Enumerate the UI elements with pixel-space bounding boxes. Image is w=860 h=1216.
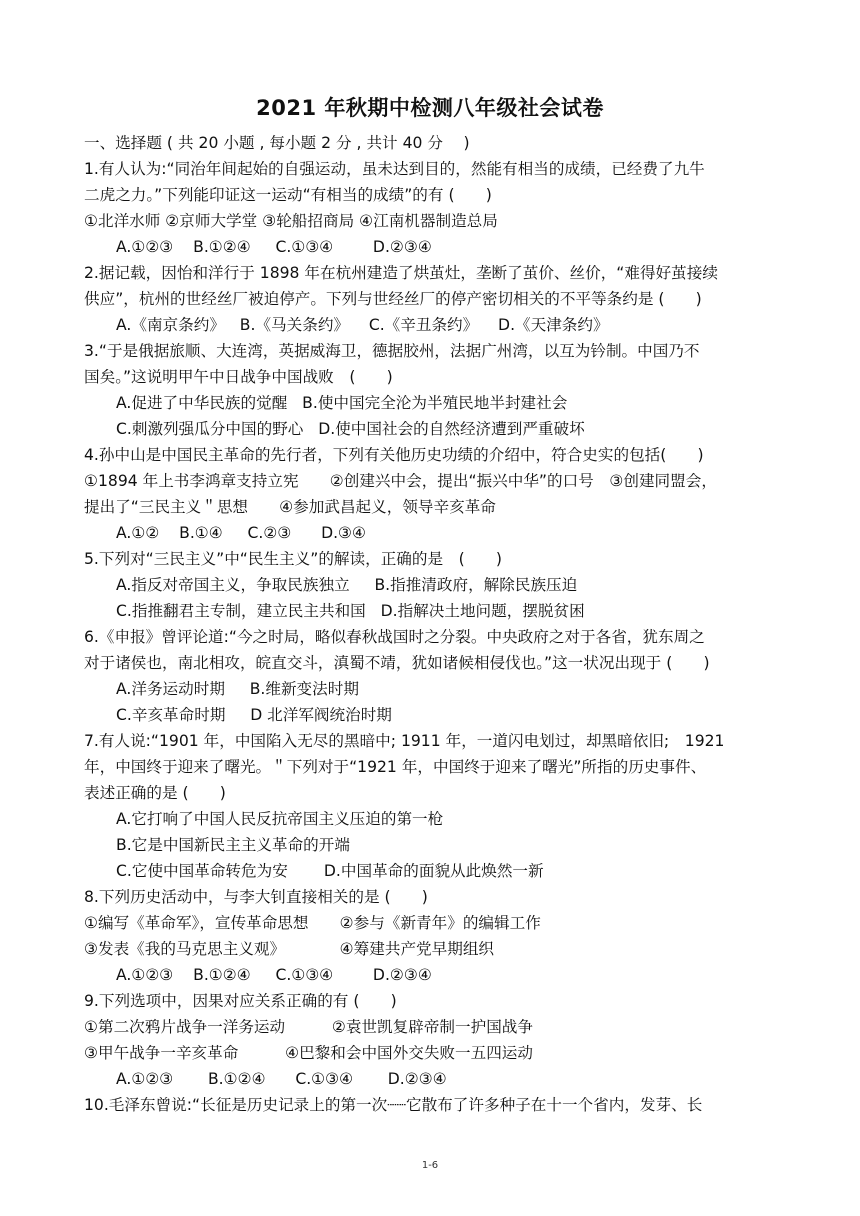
question-text-line: 9.下列选项中，因果对应关系正确的有 ( ) bbox=[84, 992, 397, 1010]
answer-options-line: A.促进了中华民族的觉醒 B.使中国完全沦为半殖民地半封建社会 bbox=[116, 394, 568, 412]
answer-options-line: A.《南京条约》 B.《马关条约》 C.《辛丑条约》 D.《天津条约》 bbox=[116, 316, 609, 334]
question-text-line: 4.孙中山是中国民主革命的先行者，下列有关他历史功绩的介绍中，符合史实的包括( ) bbox=[84, 446, 704, 464]
question-text-line: ③甲午战争一辛亥革命 ④巴黎和会中国外交失败一五四运动 bbox=[84, 1044, 533, 1062]
question-text-line: 3.“于是俄据旅顺、大连湾，英据威海卫，德据胶州，法据广州湾，以互为钤制。中国乃不 bbox=[84, 342, 700, 360]
answer-options-line: A.①② B.①④ C.②③ D.③④ bbox=[116, 524, 367, 542]
exam-title: 2021 年秋期中检测八年级社会试卷 bbox=[256, 96, 604, 120]
question-text-line: 2.据记载，因怡和洋行于 1898 年在杭州建造了烘茧灶，垄断了茧价、丝价，“难得好茧接续 bbox=[84, 264, 718, 282]
question-text-line: 年，中国终于迎来了曙光。＂下列对于“1921 年，中国终于迎来了曙光”所指的历史事件、 bbox=[84, 758, 707, 776]
answer-options-line: A.洋务运动时期 B.维新变法时期 bbox=[116, 680, 359, 698]
exam-content bbox=[84, 130, 778, 1118]
question-text-line: ③发表《我的马克思主义观》 ④筹建共产党早期组织 bbox=[84, 940, 495, 958]
question-text-line: 7.有人说:“1901 年，中国陷入无尽的黑暗中; 1911 年，一道闪电划过，却黑暗依旧; 1921 bbox=[84, 732, 725, 750]
answer-options-line: C.指推翻君主专制，建立民主共和国 D.指解决土地问题，摆脱贫困 bbox=[116, 602, 585, 620]
answer-options-line: C.辛亥革命时期 D 北洋军阀统治时期 bbox=[116, 706, 392, 724]
question-text-line: 8.下列历史活动中，与李大钊直接相关的是 ( ) bbox=[84, 888, 428, 906]
question-text-line: 对于诸侯也，南北相攻，皖直交斗，滇蜀不靖，犹如诸候相侵伐也。”这一状况出现于 ( ) bbox=[84, 654, 710, 672]
answer-options-line: A.①②③ B.①②④ C.①③④ D.②③④ bbox=[116, 1070, 447, 1088]
question-text-line: 供应”，杭州的世经丝厂被迫停产。下列与世经丝厂的停产密切相关的不平等条约是 ( ) bbox=[84, 290, 702, 308]
question-text-line: 表述正确的是 ( ) bbox=[84, 784, 226, 802]
section-header: 一、选择题 ( 共 20 小题 , 每小题 2 分 , 共计 40 分 ) bbox=[84, 134, 470, 152]
answer-options-line: C.它使中国革命转危为安 D.中国革命的面貌从此焕然一新 bbox=[116, 862, 544, 880]
answer-options-line: A.①②③ B.①②④ C.①③④ D.②③④ bbox=[116, 966, 432, 984]
question-text-line: 二虎之力。”下列能印证这一运动“有相当的成绩”的有 ( ) bbox=[84, 186, 492, 204]
question-text-line: 1.有人认为:“同治年间起始的自强运动，虽未达到目的，然能有相当的成绩，已经费了九牛 bbox=[84, 160, 705, 178]
question-text-line: ①编写《革命军》，宣传革命思想 ②参与《新青年》的编辑工作 bbox=[84, 914, 541, 932]
answer-options-line: C.刺激列强瓜分中国的野心 D.使中国社会的自然经济遭到严重破坏 bbox=[116, 420, 585, 438]
answer-options-line: B.它是中国新民主主义革命的开端 bbox=[116, 836, 350, 854]
question-text-line: 6.《申报》曾评论道:“今之时局，略似春秋战国时之分裂。中央政府之对于各省，犹东周之 bbox=[84, 628, 705, 646]
page-number: 1-6 bbox=[421, 1160, 439, 1171]
question-text-line: 提出了“三民主义＂思想 ④参加武昌起义，领导辛亥革命 bbox=[84, 498, 496, 516]
question-text-line: ①1894 年上书李鸿章支持立宪 ②创建兴中会，提出“振兴中华”的口号 ③创建同盟会， bbox=[84, 472, 717, 490]
question-text-line: ①北洋水师 ②京师大学堂 ③轮船招商局 ④江南机器制造总局 bbox=[84, 212, 498, 230]
question-text-line: 5.下列对“三民主义”中“民生主义”的解读，正确的是 ( ) bbox=[84, 550, 503, 568]
answer-options-line: A.指反对帝国主义，争取民族独立 B.指推清政府，解除民族压迫 bbox=[116, 576, 578, 594]
question-text-line: 国矣。”这说明甲午中日战争中国战败 ( ) bbox=[84, 368, 393, 386]
answer-options-line: A.它打响了中国人民反抗帝国主义压迫的第一枪 bbox=[116, 810, 444, 828]
question-text-line: ①第二次鸦片战争一洋务运动 ②袁世凯复辟帝制一护国战争 bbox=[84, 1018, 533, 1036]
question-text-line: 10.毛泽东曾说:“长征是历史记录上的第一次┈┈它散布了许多种子在十一个省内，发芽、长 bbox=[84, 1096, 703, 1114]
question-lines bbox=[84, 156, 778, 1118]
answer-options-line: A.①②③ B.①②④ C.①③④ D.②③④ bbox=[116, 238, 432, 256]
